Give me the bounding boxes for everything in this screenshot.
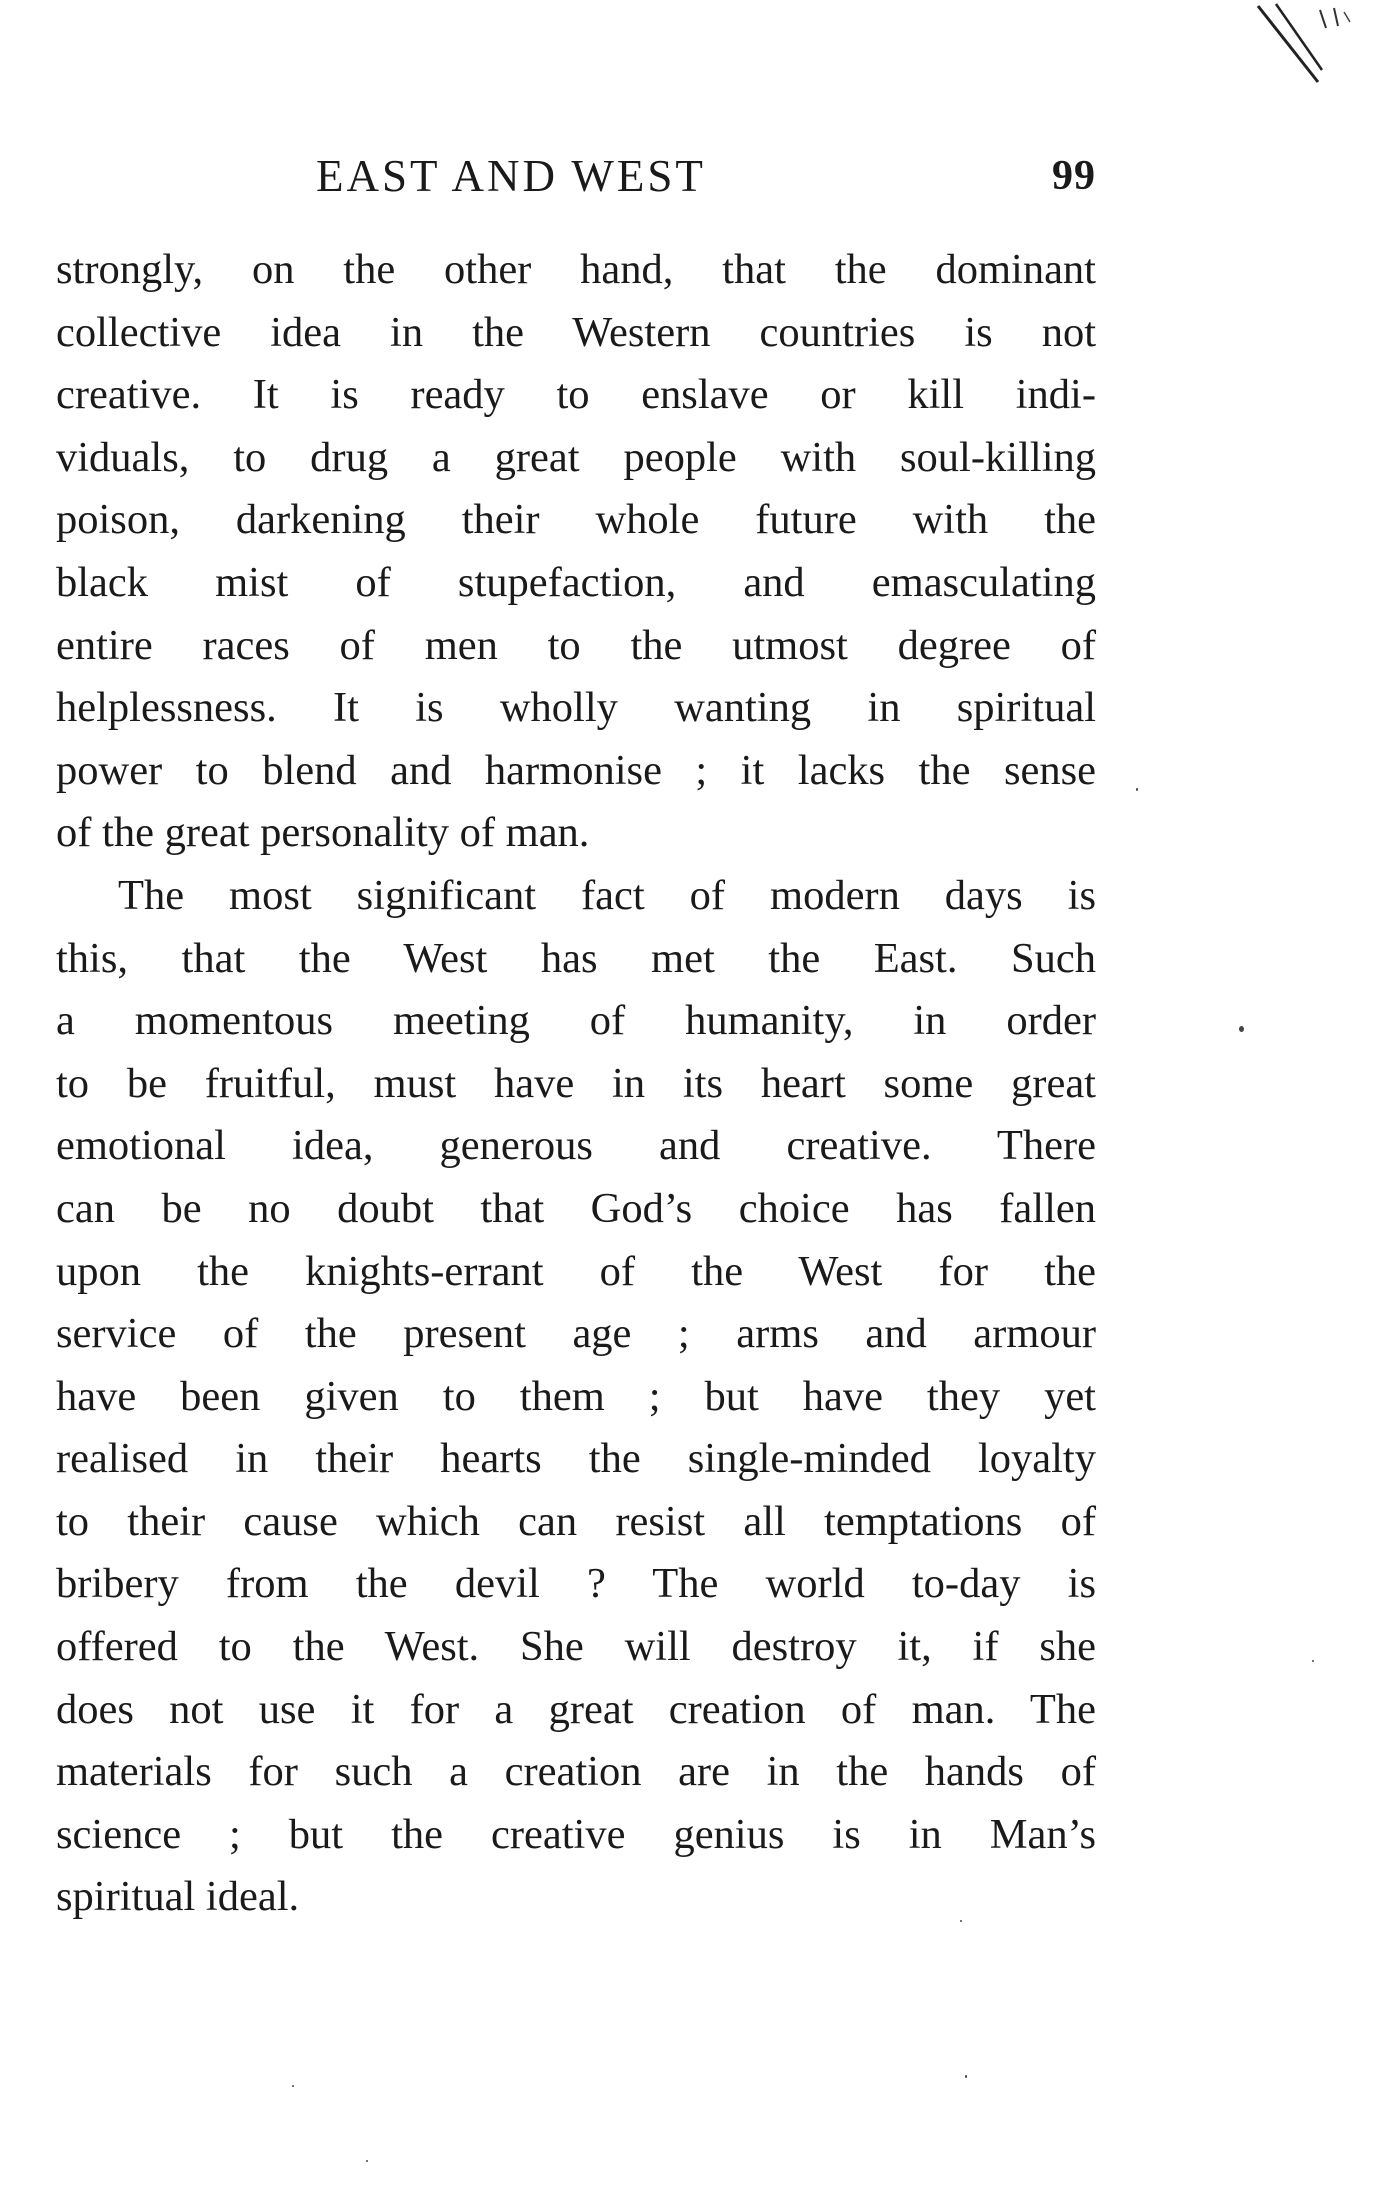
text-line: can be no doubt that God’s choice has fallen xyxy=(56,1184,1096,1232)
paper-speck xyxy=(1136,788,1138,791)
text-line: does not use it for a great creation of man. The xyxy=(56,1685,1096,1733)
body-text xyxy=(56,239,1096,1929)
pencil-mark xyxy=(1250,0,1360,90)
text-line: viduals, to drug a great people with soul-killing xyxy=(56,433,1096,481)
paper-speck xyxy=(292,2085,294,2087)
text-line: to their cause which can resist all temptations of xyxy=(56,1497,1096,1545)
text-line: emotional idea, generous and creative. There xyxy=(56,1122,1096,1170)
running-title: EAST AND WEST xyxy=(316,151,706,201)
paper-speck xyxy=(1312,1660,1314,1662)
text-line: bribery from the devil ? The world to-day is xyxy=(56,1560,1096,1608)
text-line: entire races of men to the utmost degree of xyxy=(56,621,1096,669)
paper-speck xyxy=(960,1920,962,1922)
paragraph-1 xyxy=(56,239,1096,865)
paragraph-2 xyxy=(56,865,1096,1929)
text-line: service of the present age ; arms and armour xyxy=(56,1310,1096,1358)
text-line: helplessness. It is wholly wanting in spiritual xyxy=(56,684,1096,732)
text-line: of the great personality of man. xyxy=(56,809,590,857)
paper-speck xyxy=(366,2160,368,2162)
text-line: The most significant fact of modern days is xyxy=(118,871,1096,919)
text-line: power to blend and harmonise ; it lacks the sense xyxy=(56,746,1096,794)
text-line: offered to the West. She will destroy it, if she xyxy=(56,1623,1096,1671)
text-line: realised in their hearts the single-minded loyalty xyxy=(56,1435,1096,1483)
page-number: 99 xyxy=(1052,153,1096,199)
text-line: a momentous meeting of humanity, in order xyxy=(56,997,1096,1045)
paper-speck xyxy=(1239,1026,1244,1032)
running-head xyxy=(56,150,1096,210)
text-line: strongly, on the other hand, that the dominant xyxy=(56,246,1096,293)
text-line: to be fruitful, must have in its heart some great xyxy=(56,1059,1096,1107)
text-line: upon the knights-errant of the West for the xyxy=(56,1247,1096,1295)
text-line: poison, darkening their whole future with the xyxy=(56,496,1096,544)
text-line: science ; but the creative genius is in Man’s xyxy=(56,1810,1096,1858)
text-line: this, that the West has met the East. Such xyxy=(56,934,1096,982)
paper-speck xyxy=(965,2075,967,2078)
text-line: have been given to them ; but have they yet xyxy=(56,1372,1096,1420)
text-line: collective idea in the Western countries is not xyxy=(56,308,1096,356)
text-line: creative. It is ready to enslave or kill indi- xyxy=(56,371,1096,419)
text-line: materials for such a creation are in the hands of xyxy=(56,1748,1096,1796)
text-line: spiritual ideal. xyxy=(56,1873,300,1921)
text-line: black mist of stupefaction, and emasculating xyxy=(56,558,1096,606)
